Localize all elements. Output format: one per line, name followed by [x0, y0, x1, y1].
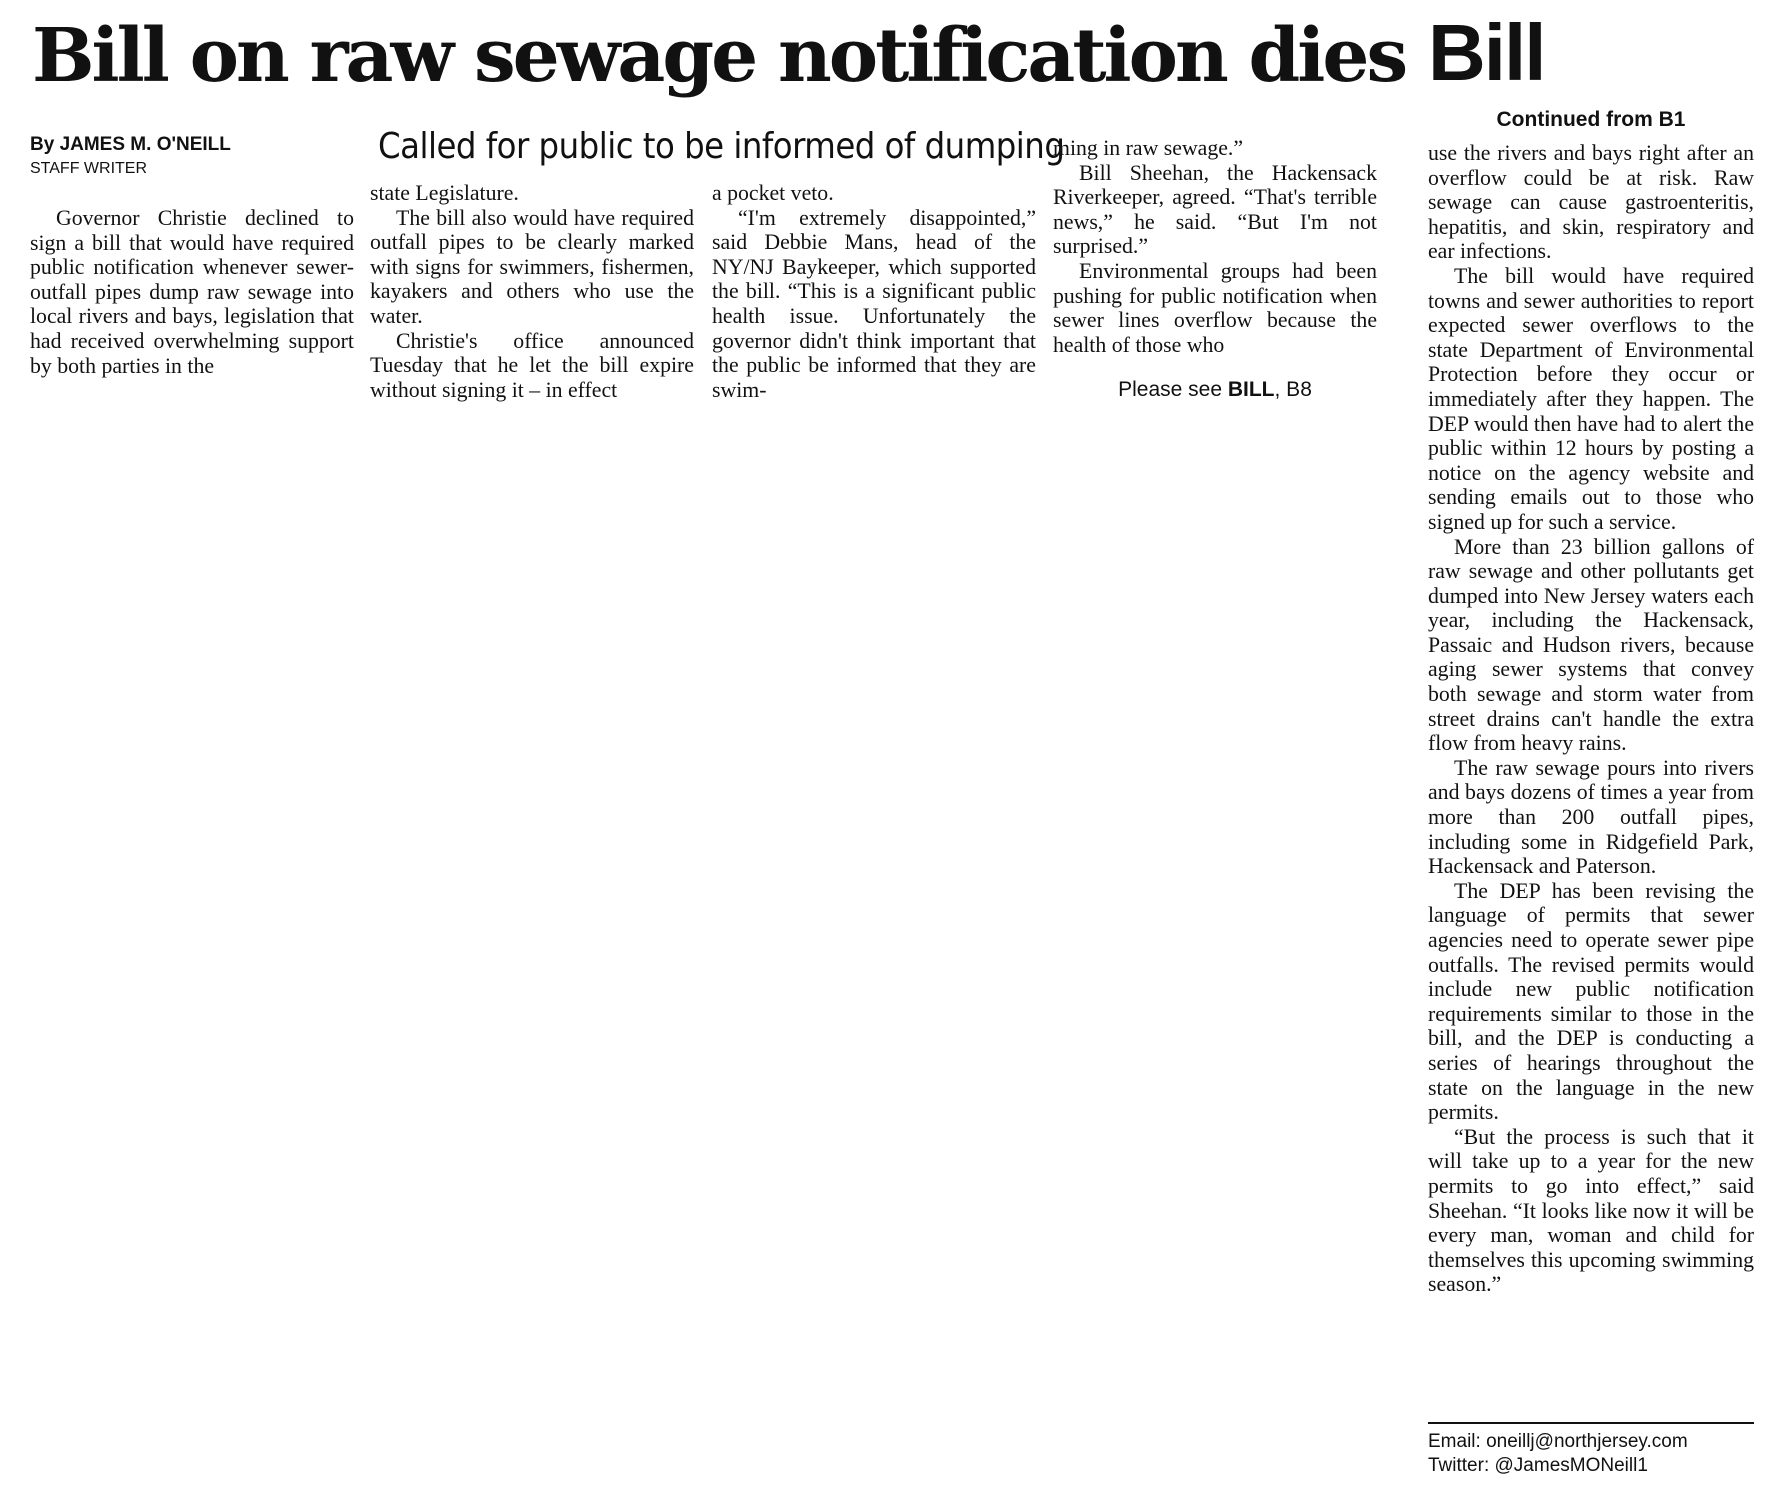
twitter-line: Twitter: @JamesMONeill1: [1428, 1455, 1648, 1476]
paragraph: state Legislature.: [370, 181, 519, 205]
byline-name: By JAMES M. O'NEILL: [30, 134, 231, 155]
article-column-4: [1053, 136, 1377, 357]
paragraph: The bill would have required towns and sewer authorities to report expected sewer overflows to the state Department of Environmental Protection before they occur or immediately after they happen. The DEP would then have had to alert the public within 12 hours by posting a notice on the agency website and sending emails out to those who signed up for such a service.: [1428, 263, 1754, 534]
continuation-headline: Bill: [1428, 8, 1545, 97]
jump-ref: BILL: [1227, 378, 1275, 401]
paragraph: Governor Christie declined to sign a bill that would have required public notification whenever sewer-outfall pipes dump raw sewage into local rivers and bays, legislation that had received overwhelming support by both parties in the: [30, 206, 354, 378]
paragraph: The DEP has been revising the language of permits that sewer agencies need to operate sewer pipe outfalls. The revised permits would include new public notification requirements similar to those in the bill, and the DEP is conducting a series of hearings throughout the state on the language in the new permits.: [1428, 878, 1754, 1125]
continuation-column: [1428, 141, 1754, 1297]
paragraph: More than 23 billion gallons of raw sewage and other pollutants get dumped into New Jersey waters each year, including the Hackensack, Passaic and Hudson rivers, because aging sewer systems that convey both sewage and storm water from street drains can't handle the extra flow from heavy rains.: [1428, 534, 1754, 756]
article-column-3: [712, 181, 1036, 402]
subheadline: Called for public to be informed of dumping: [378, 126, 1065, 167]
paragraph: use the rivers and bays right after an overflow could be at risk. Raw sewage can cause gastroenteritis, hepatitis, and skin, respiratory and ear infections.: [1428, 141, 1754, 264]
paragraph: “But the process is such that it will take up to a year for the new permits to go into effect,” said Sheehan. “It looks like now it will be every man, woman and child for themselves this upcoming swimming season.”: [1428, 1124, 1754, 1297]
continued-from-label: Continued from B1: [1496, 108, 1686, 131]
jump-line: [1053, 378, 1377, 402]
paragraph: The raw sewage pours into rivers and bays dozens of times a year from more than 200 outfall pipes, including some in Ridgefield Park, Hackensack and Paterson.: [1428, 755, 1754, 879]
paragraph: a pocket veto.: [712, 181, 834, 205]
article-column-2: [370, 181, 694, 402]
byline-role: STAFF WRITER: [30, 160, 148, 177]
paragraph: Christie's office announced Tuesday that he let the bill expire without signing it – in effect: [370, 328, 694, 402]
contact-info: [1428, 1430, 1754, 1478]
article-column-1: [30, 206, 354, 378]
email-line: Email: oneillj@northjersey.com: [1428, 1431, 1688, 1452]
headline: Bill on raw sewage notification dies: [32, 13, 1406, 99]
paragraph: The bill also would have required outfall pipes to be clearly marked with signs for swimmers, fishermen, kayakers and others who use the water.: [370, 205, 694, 328]
jump-prefix: Please see: [1118, 378, 1228, 401]
paragraph: Bill Sheehan, the Hackensack Riverkeeper, agreed. “That's terrible news,” he said. “But I'm not surprised.”: [1053, 160, 1377, 259]
byline: [30, 134, 231, 178]
divider: [1428, 1422, 1754, 1424]
paragraph: “I'm extremely disappointed,” said Debbie Mans, head of the NY/NJ Baykeeper, which supported the bill. “This is a significant public health issue. Unfortunately the governor didn't think important that the public be informed that they are swim-: [712, 205, 1036, 402]
paragraph: ming in raw sewage.”: [1053, 136, 1244, 160]
paragraph: Environmental groups had been pushing for public notification when sewer lines overflow because the health of those who: [1053, 258, 1377, 357]
jump-page: , B8: [1274, 378, 1312, 401]
